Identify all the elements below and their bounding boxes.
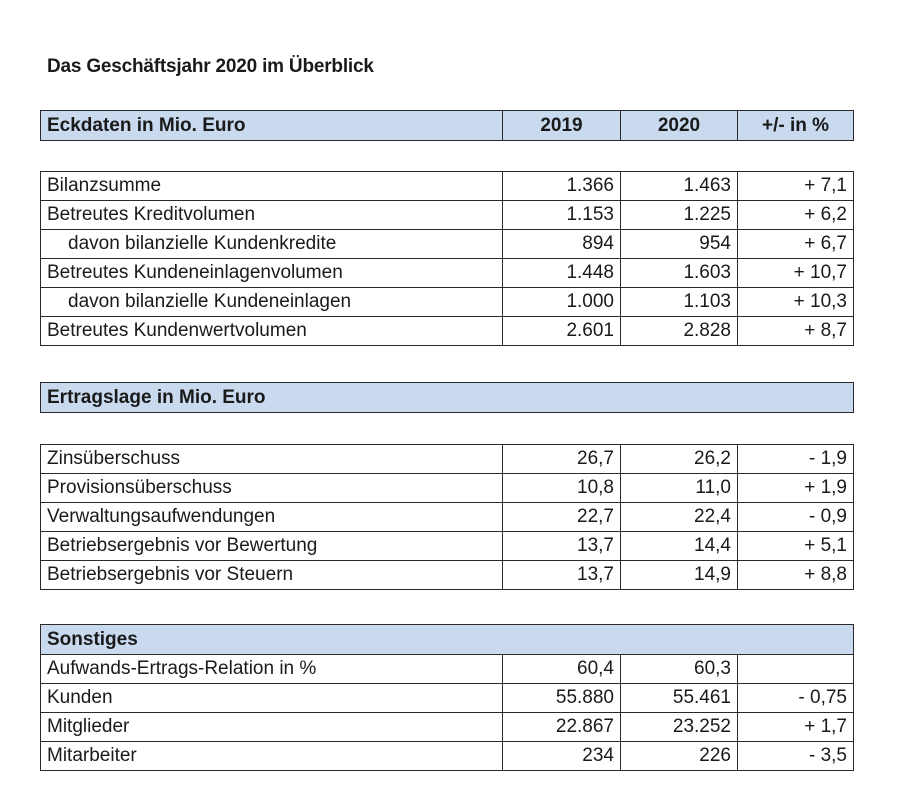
value-2020: 954 — [621, 230, 738, 259]
value-2020: 1.103 — [621, 288, 738, 317]
value-change: + 1,7 — [738, 713, 854, 742]
row-label: Betriebsergebnis vor Bewertung — [41, 532, 503, 561]
row-label: Verwaltungsaufwendungen — [41, 503, 503, 532]
ertragslage-table — [40, 444, 854, 590]
value-change: - 0,75 — [738, 684, 854, 713]
value-2019: 13,7 — [503, 532, 621, 561]
row-label: Mitglieder — [41, 713, 503, 742]
row-label: Betriebsergebnis vor Steuern — [41, 561, 503, 590]
value-2020: 14,4 — [621, 532, 738, 561]
row-label: Zinsüberschuss — [41, 445, 503, 474]
row-label: davon bilanzielle Kundeneinlagen — [41, 288, 503, 317]
table-row — [41, 532, 854, 561]
value-change: + 5,1 — [738, 532, 854, 561]
year-2019-header: 2019 — [503, 111, 621, 141]
row-label: Aufwands-Ertrags-Relation in % — [41, 655, 503, 684]
table-row — [41, 655, 854, 684]
value-change: + 10,7 — [738, 259, 854, 288]
year-2020-header: 2020 — [621, 111, 738, 141]
value-change: - 1,9 — [738, 445, 854, 474]
value-2020: 1.225 — [621, 201, 738, 230]
table-row — [41, 561, 854, 590]
value-change: + 8,8 — [738, 561, 854, 590]
value-2020: 1.603 — [621, 259, 738, 288]
table-row — [41, 259, 854, 288]
table-row — [41, 713, 854, 742]
eckdaten-header-label: Eckdaten in Mio. Euro — [41, 111, 503, 141]
value-2020: 22,4 — [621, 503, 738, 532]
table-row — [41, 317, 854, 346]
value-2019: 55.880 — [503, 684, 621, 713]
value-2020: 11,0 — [621, 474, 738, 503]
table-row — [41, 503, 854, 532]
sonstiges-table — [40, 624, 854, 771]
row-label: Betreutes Kundenwertvolumen — [41, 317, 503, 346]
value-2019: 894 — [503, 230, 621, 259]
row-label: Kunden — [41, 684, 503, 713]
value-2020: 14,9 — [621, 561, 738, 590]
table-row — [41, 445, 854, 474]
ertragslage-header-table — [40, 382, 854, 413]
row-label: Betreutes Kreditvolumen — [41, 201, 503, 230]
row-label: Mitarbeiter — [41, 742, 503, 771]
sonstiges-header-row — [41, 625, 854, 655]
table-row — [41, 474, 854, 503]
value-2020: 60,3 — [621, 655, 738, 684]
value-2020: 226 — [621, 742, 738, 771]
table-row — [41, 172, 854, 201]
table-row — [41, 230, 854, 259]
value-2019: 22.867 — [503, 713, 621, 742]
value-2020: 55.461 — [621, 684, 738, 713]
value-change: + 7,1 — [738, 172, 854, 201]
ertragslage-header-label: Ertragslage in Mio. Euro — [41, 383, 854, 413]
eckdaten-header-table — [40, 110, 854, 141]
value-change: - 3,5 — [738, 742, 854, 771]
value-change: - 0,9 — [738, 503, 854, 532]
value-change — [738, 655, 854, 684]
eckdaten-table — [40, 171, 854, 346]
value-change: + 8,7 — [738, 317, 854, 346]
value-2019: 13,7 — [503, 561, 621, 590]
value-2019: 10,8 — [503, 474, 621, 503]
value-2019: 234 — [503, 742, 621, 771]
row-label: Betreutes Kundeneinlagenvolumen — [41, 259, 503, 288]
value-2019: 2.601 — [503, 317, 621, 346]
table-row — [41, 742, 854, 771]
ertragslage-header-row — [41, 383, 854, 413]
value-2019: 26,7 — [503, 445, 621, 474]
value-2019: 1.448 — [503, 259, 621, 288]
row-label: Bilanzsumme — [41, 172, 503, 201]
table-row — [41, 288, 854, 317]
value-change: + 10,3 — [738, 288, 854, 317]
change-percent-header: +/- in % — [738, 111, 854, 141]
value-2020: 23.252 — [621, 713, 738, 742]
page-title: Das Geschäftsjahr 2020 im Überblick — [47, 56, 374, 77]
value-change: + 6,7 — [738, 230, 854, 259]
value-2019: 1.153 — [503, 201, 621, 230]
table-row — [41, 684, 854, 713]
value-2020: 2.828 — [621, 317, 738, 346]
value-2019: 1.366 — [503, 172, 621, 201]
value-2019: 60,4 — [503, 655, 621, 684]
value-2019: 1.000 — [503, 288, 621, 317]
value-change: + 6,2 — [738, 201, 854, 230]
value-2020: 26,2 — [621, 445, 738, 474]
value-2019: 22,7 — [503, 503, 621, 532]
eckdaten-header-row — [41, 111, 854, 141]
row-label: davon bilanzielle Kundenkredite — [41, 230, 503, 259]
sonstiges-header-label: Sonstiges — [41, 625, 854, 655]
table-row — [41, 201, 854, 230]
row-label: Provisionsüberschuss — [41, 474, 503, 503]
value-change: + 1,9 — [738, 474, 854, 503]
value-2020: 1.463 — [621, 172, 738, 201]
